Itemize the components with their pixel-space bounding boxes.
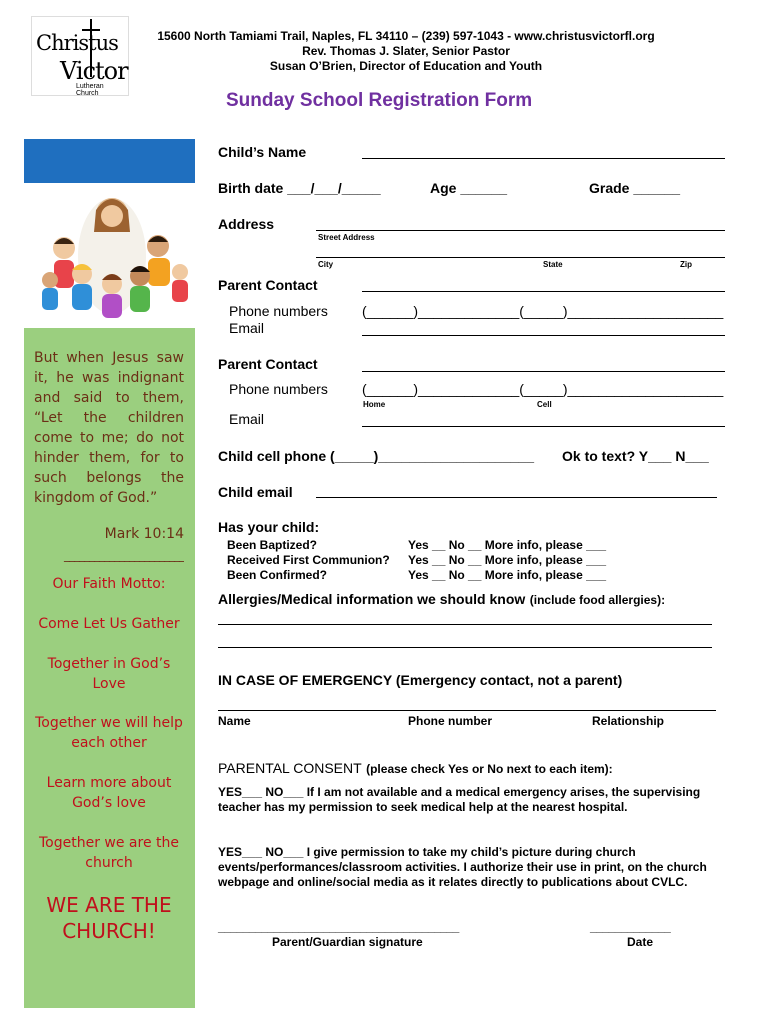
logo-line-2: Victor xyxy=(60,57,128,85)
allergies-field-1[interactable] xyxy=(218,624,712,625)
parent-contact-2-field[interactable] xyxy=(362,371,725,372)
zip-caption: Zip xyxy=(680,260,692,269)
motto-item: Together we are the church xyxy=(39,835,179,871)
allergies-heading xyxy=(218,591,665,609)
child-name-label: Child’s Name xyxy=(218,144,307,160)
bible-verse: But when Jesus saw it, he was indignant and said to them, “Let the children come to me; do not hinder them, for to such belongs the kingdom of God.” xyxy=(34,350,184,506)
email-1-label: Email xyxy=(229,320,265,336)
consent-photo[interactable]: YES___ NO___ I give permission to take my child’s picture during church events/performances/classroom activities. I authorize their use in print, on the church webpage and online/social media as it relates directly to publications about CVLC. xyxy=(218,845,707,889)
allergies-note: (include food allergies): xyxy=(529,593,666,607)
allergies-label: Allergies/Medical information we should know xyxy=(218,591,526,607)
consent-note: (please check Yes or No next to each item): xyxy=(366,762,613,776)
child-email-label: Child email xyxy=(218,484,293,500)
street-address-field[interactable] xyxy=(316,230,725,231)
sidebar-separator: ________________________ xyxy=(64,548,184,562)
city-state-zip-field[interactable] xyxy=(316,257,725,258)
signature-field[interactable]: _______________________________________ xyxy=(218,920,459,934)
consent-medical[interactable]: YES___ NO___ If I am not available and a medical emergency arises, the supervising teacher has my permission to seek medical help at the nearest hospital. xyxy=(218,785,701,814)
has-your-child-label: Has your child: xyxy=(218,519,320,535)
consent-heading xyxy=(218,760,613,778)
child-name-field[interactable] xyxy=(362,158,725,159)
verse-reference: Mark 10:14 xyxy=(104,526,184,542)
emergency-name-caption: Name xyxy=(218,714,251,728)
consent-label: PARENTAL CONSENT xyxy=(218,760,362,776)
answer-confirmed[interactable]: Yes __ No __ More info, please ___ xyxy=(408,568,607,582)
address-label: Address xyxy=(218,216,275,232)
street-address-caption: Street Address xyxy=(318,233,375,242)
allergies-field-2[interactable] xyxy=(218,647,712,648)
parent-contact-1-label: Parent Contact xyxy=(218,277,318,293)
emergency-phone-caption: Phone number xyxy=(408,714,493,728)
blue-header-box xyxy=(24,139,195,183)
church-address: 15600 North Tamiami Trail, Naples, FL 34110 – (239) 597-1043 - www.christusvictorfl.org xyxy=(157,29,655,43)
home-caption: Home xyxy=(363,400,386,409)
phone-numbers-2-label: Phone numbers xyxy=(229,381,328,397)
date-field[interactable]: _____________ xyxy=(590,920,671,934)
emergency-contact-field[interactable] xyxy=(218,710,716,711)
question-first-communion: Received First Communion? xyxy=(227,553,390,567)
emergency-heading: IN CASE OF EMERGENCY (Emergency contact, not a parent) xyxy=(218,672,623,688)
child-cell-phone-field[interactable]: Child cell phone (_____)____________________ xyxy=(218,448,534,464)
parent-contact-1-field[interactable] xyxy=(362,291,725,292)
signature-caption: Parent/Guardian signature xyxy=(272,935,423,949)
phone-numbers-1-label: Phone numbers xyxy=(229,303,328,319)
logo-line-3: Lutheran Church xyxy=(76,83,104,97)
cell-caption: Cell xyxy=(537,400,552,409)
motto-item: Together in God’s Love xyxy=(47,656,171,692)
grade-field[interactable]: Grade ______ xyxy=(589,180,681,196)
parent-contact-2-label: Parent Contact xyxy=(218,356,318,372)
jesus-with-children-illustration xyxy=(40,188,190,324)
email-2-field[interactable] xyxy=(362,426,725,427)
answer-baptized[interactable]: Yes __ No __ More info, please ___ xyxy=(408,538,607,552)
email-1-field[interactable] xyxy=(362,335,725,336)
emergency-relationship-caption: Relationship xyxy=(592,714,665,728)
pastor-line: Rev. Thomas J. Slater, Senior Pastor xyxy=(302,44,510,58)
question-confirmed: Been Confirmed? xyxy=(227,568,328,582)
question-baptized: Been Baptized? xyxy=(227,538,318,552)
age-field[interactable]: Age ______ xyxy=(430,180,508,196)
closing-statement: WE ARE THE CHURCH! xyxy=(46,893,172,943)
city-caption: City xyxy=(318,260,334,269)
motto-item: Together we will help each other xyxy=(35,715,183,751)
phone-numbers-1-field[interactable]: (______)_____________(_____)____________________ xyxy=(362,303,724,319)
motto-item: Learn more about God’s love xyxy=(46,775,172,811)
email-2-label: Email xyxy=(229,411,265,427)
director-line: Susan O’Brien, Director of Education and Youth xyxy=(269,59,543,73)
motto-item: Come Let Us Gather xyxy=(38,616,180,632)
motto-title: Our Faith Motto: xyxy=(52,576,166,592)
child-email-field[interactable] xyxy=(316,497,717,498)
form-title: Sunday School Registration Form xyxy=(226,90,533,111)
date-caption: Date xyxy=(627,935,654,949)
church-logo xyxy=(31,16,129,96)
state-caption: State xyxy=(543,260,563,269)
birth-date-field[interactable]: Birth date ___/___/_____ xyxy=(218,180,381,196)
ok-to-text-field[interactable]: Ok to text? Y___ N___ xyxy=(562,448,709,464)
phone-numbers-2-field[interactable]: (______)_____________(_____)____________________ xyxy=(362,381,724,397)
answer-first-communion[interactable]: Yes __ No __ More info, please ___ xyxy=(408,553,607,567)
logo-line-1: Christus xyxy=(36,31,118,55)
